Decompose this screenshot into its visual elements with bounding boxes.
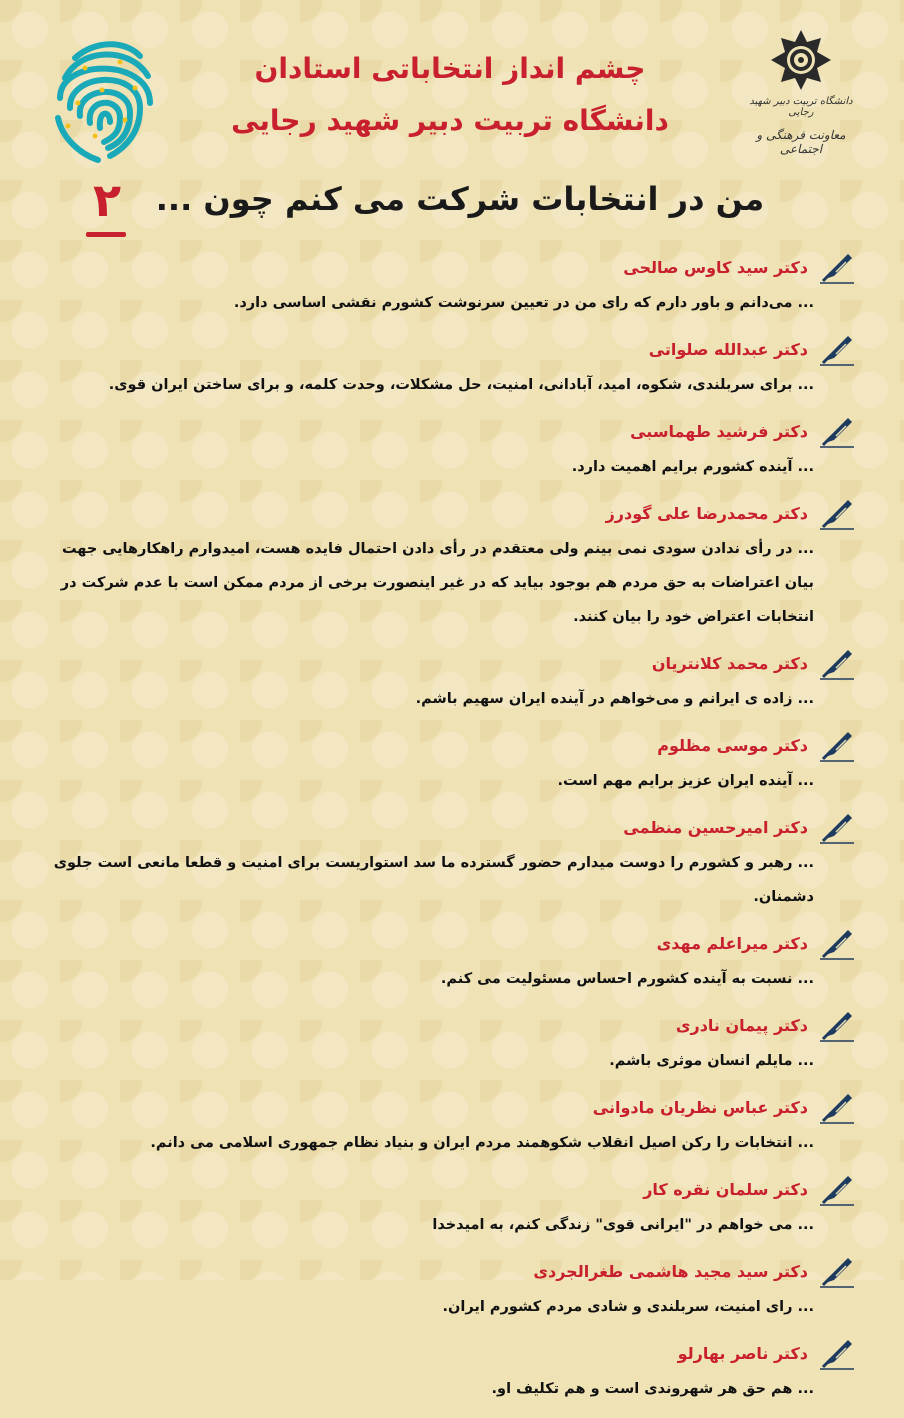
statement-quote: ... مایلم انسان موثری باشم.: [609, 1053, 814, 1069]
statement-entry: [36, 414, 856, 484]
fingerprint-icon: [40, 28, 170, 168]
logo-department-name: معاونت فرهنگی و اجتماعی: [756, 128, 846, 156]
statement-entry: [36, 646, 856, 716]
professor-name: دکتر سلمان نقره کار: [643, 1179, 808, 1199]
quill-pen-icon: [818, 926, 856, 960]
quill-pen-icon: [818, 1090, 856, 1124]
subtitle: من در انتخابات شرکت می کنم چون ...: [155, 180, 765, 218]
statement-entry: [36, 1254, 856, 1324]
statement-quote: ... رهبر و کشورم را دوست میدارم حضور گسترده ما سد استواریست برای امنیت و قطعا مانعی است جلوی دشمنان.: [53, 855, 814, 905]
statement-entry: [36, 926, 856, 996]
statement-name-row: [36, 250, 856, 284]
statement-name-row: [36, 1254, 856, 1288]
statement-name-row: [36, 414, 856, 448]
professor-name: دکتر محمدرضا علی گودرز: [605, 503, 808, 523]
quill-pen-icon: [818, 414, 856, 448]
poster-header: [0, 0, 904, 250]
statement-name-row: [36, 926, 856, 960]
statement-entry: [36, 496, 856, 634]
university-emblem-icon: [769, 28, 833, 92]
statements-list: [36, 250, 856, 1418]
professor-name: دکتر فرشید طهماسبی: [630, 421, 808, 441]
quill-pen-icon: [818, 1172, 856, 1206]
title-line-2: دانشگاه تربیت دبیر شهید رجایی: [231, 104, 669, 137]
professor-name: دکتر محمد کلانتریان: [651, 653, 808, 673]
professor-name: دکتر سید مجید هاشمی طغرالجردی: [533, 1261, 808, 1281]
part-number: ۲: [92, 173, 122, 227]
statement-name-row: [36, 332, 856, 366]
part-number-underline: [86, 232, 126, 237]
statement-quote: ... در رأی ندادن سودی نمی بینم ولی معتقدم در رأی دادن احتمال فایده هست، امیدوارم راهکارهایی جهت بیان اعتراضات به حق مردم هم بوجود بیاید که در غیر اینصورت برخی از مردم ممکن است با عدم شرکت در انتخابات اعتراض خود را بیان کنند.: [60, 541, 814, 625]
professor-name: دکتر عبدالله صلواتی: [648, 339, 808, 359]
statement-quote: ... برای سربلندی، شکوه، امید، آبادانی، امنیت، حل مشکلات، وحدت کلمه، و برای ساختن ایران قوی.: [108, 377, 814, 393]
title-line-1: چشم انداز انتخاباتی استادان: [254, 52, 646, 85]
statement-name-row: [36, 1008, 856, 1042]
statement-quote: ... آینده کشورم برایم اهمیت دارد.: [571, 459, 814, 475]
professor-name: دکتر امیرحسین منظمی: [623, 817, 808, 837]
professor-name: دکتر پیمان نادری: [675, 1015, 808, 1035]
quill-pen-icon: [818, 496, 856, 530]
university-logo: [746, 28, 856, 156]
professor-name: دکتر ناصر بهارلو: [677, 1343, 808, 1363]
statement-quote: ... زاده ی ایرانم و می‌خواهم در آینده ایران سهیم باشم.: [415, 691, 814, 707]
professor-name: دکتر موسی مظلوم: [657, 735, 808, 755]
professor-name: دکتر عباس نظریان مادوانی: [592, 1097, 808, 1117]
statement-name-row: [36, 1090, 856, 1124]
statement-entry: [36, 332, 856, 402]
professor-name: دکتر سید کاوس صالحی: [623, 257, 808, 277]
statement-quote: ... نسبت به آینده کشورم احساس مسئولیت می کنم.: [440, 971, 814, 987]
quill-pen-icon: [818, 728, 856, 762]
statement-name-row: [36, 1172, 856, 1206]
professor-name: دکتر میراعلم مهدی: [656, 933, 808, 953]
statement-name-row: [36, 810, 856, 844]
quill-pen-icon: [818, 810, 856, 844]
statement-entry: [36, 1090, 856, 1160]
statement-name-row: [36, 496, 856, 530]
logo-university-name: دانشگاه تربیت دبیر شهید رجایی: [749, 96, 853, 118]
statement-entry: [36, 1008, 856, 1078]
statement-quote: ... می‌دانم و باور دارم که رای من در تعیین سرنوشت کشورم نقشی اساسی دارد.: [233, 295, 814, 311]
statement-entry: [36, 810, 856, 914]
quill-pen-icon: [818, 1254, 856, 1288]
quill-pen-icon: [818, 250, 856, 284]
statement-quote: ... انتخابات را رکن اصیل انقلاب شکوهمند مردم ایران و بنیاد نظام جمهوری اسلامی می دانم.: [150, 1135, 814, 1151]
statement-entry: [36, 1336, 856, 1406]
statement-entry: [36, 728, 856, 798]
statement-entry: [36, 1172, 856, 1242]
statement-name-row: [36, 646, 856, 680]
statement-quote: ... آینده ایران عزیز برایم مهم است.: [557, 773, 814, 789]
statement-entry: [36, 250, 856, 320]
statement-name-row: [36, 728, 856, 762]
quill-pen-icon: [818, 1336, 856, 1370]
statement-name-row: [36, 1336, 856, 1370]
quill-pen-icon: [818, 332, 856, 366]
quill-pen-icon: [818, 1008, 856, 1042]
statement-quote: ... می خواهم در "ایرانی قوی" زندگی کنم، به امیدخدا: [432, 1217, 814, 1233]
statement-quote: ... هم حق هر شهروندی است و هم تکلیف او.: [491, 1381, 814, 1397]
statement-quote: ... رای امنیت، سربلندی و شادی مردم کشورم ایران.: [442, 1299, 814, 1315]
quill-pen-icon: [818, 646, 856, 680]
